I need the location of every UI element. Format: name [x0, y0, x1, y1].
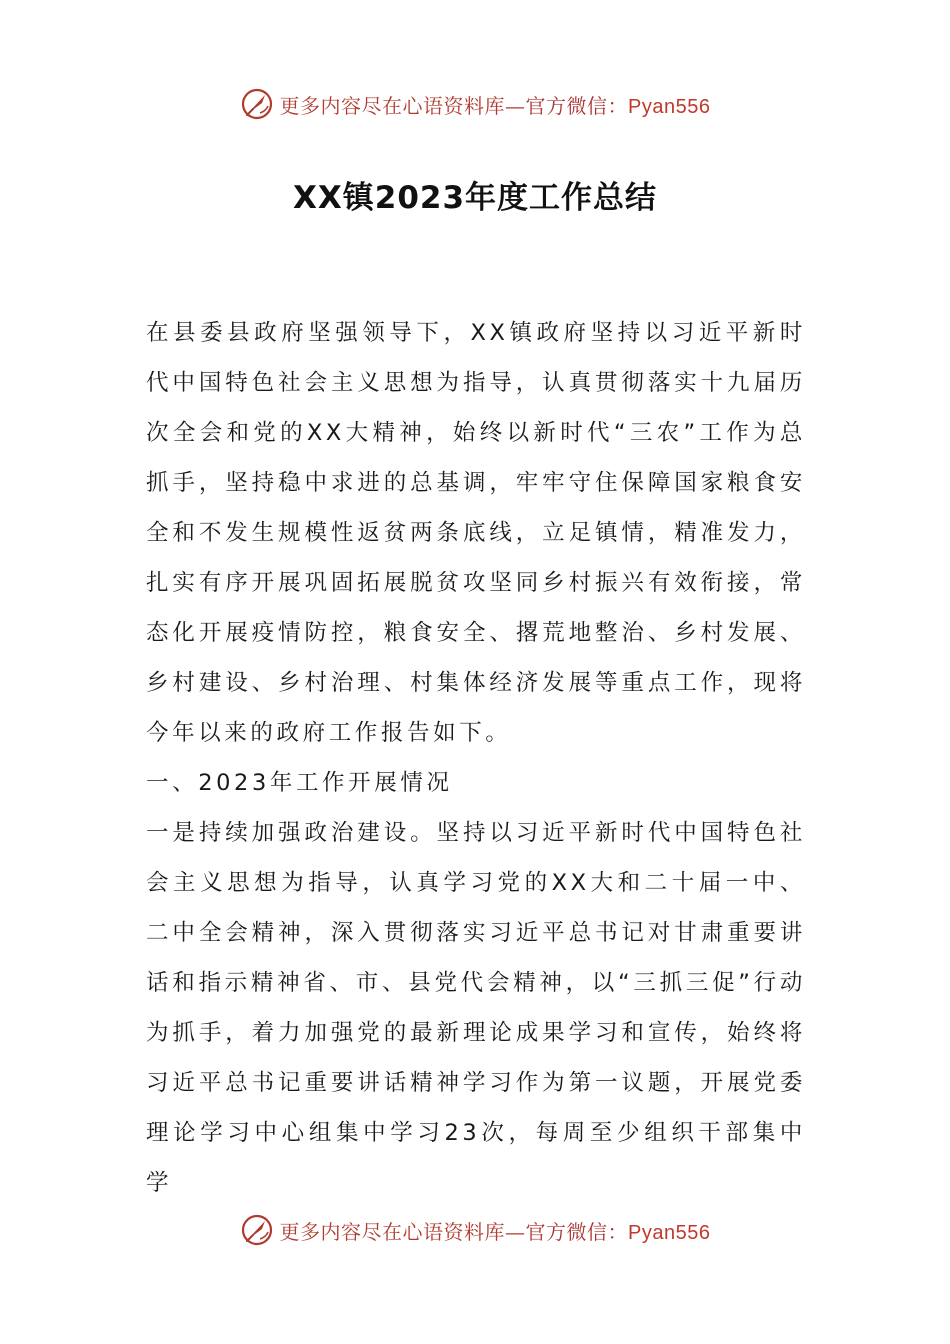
document-title: XX镇2023年度工作总结: [292, 180, 658, 216]
footer-watermark-banner: [0, 1210, 950, 1250]
footer-site-text: 更多内容尽在心语资料库: [279, 1219, 506, 1244]
header-wechat-id: Pyan556: [628, 95, 711, 118]
intro-paragraph: 在县委县政府坚强领导下，XX镇政府坚持以习近平新时代中国特色社会主义思想为指导，认真贯彻落实十九届历次全会和党的XX大精神，始终以新时代“三农”工作为总抓手，坚持稳中求进的总基调，牢牢守住保障国家粮食安全和不发生规模性返贫两条底线，立足镇情，精准发力，扎实有序开展巩固拓展脱贫攻坚同乡村振兴有效衔接，常态化开展疫情防控，粮食安全、撂荒地整治、乡村发展、乡村建设、乡村治理、村集体经济发展等重点工作，现将今年以来的政府工作报告如下。: [146, 320, 806, 746]
header-banner-text: [280, 90, 711, 119]
header-watermark-banner: [0, 84, 950, 124]
header-dash: —: [505, 93, 526, 118]
document-body: [146, 308, 806, 1208]
footer-wechat-label: 官方微信：: [525, 1219, 629, 1244]
header-wechat-label: 官方微信：: [525, 93, 629, 118]
section-heading: 一、2023年工作开展情况: [146, 770, 453, 796]
header-site-text: 更多内容尽在心语资料库: [279, 93, 506, 118]
footer-banner-text: [280, 1216, 711, 1245]
quill-logo-icon: [240, 1213, 274, 1247]
footer-wechat-id: Pyan556: [628, 1221, 711, 1244]
body-paragraph: 一是持续加强政治建设。坚持以习近平新时代中国特色社会主义思想为指导，认真学习党的XX大和二十届一中、二中全会精神，深入贯彻落实习近平总书记对甘肃重要讲话和指示精神省、市、县党代会精神，以“三抓三促”行动为抓手，着力加强党的最新理论成果学习和宣传，始终将习近平总书记重要讲话精神学习作为第一议题，开展党委理论学习中心组集中学习23次，每周至少组织干部集中学: [146, 820, 806, 1196]
footer-dash: —: [505, 1219, 526, 1244]
quill-logo-icon: [240, 87, 274, 121]
